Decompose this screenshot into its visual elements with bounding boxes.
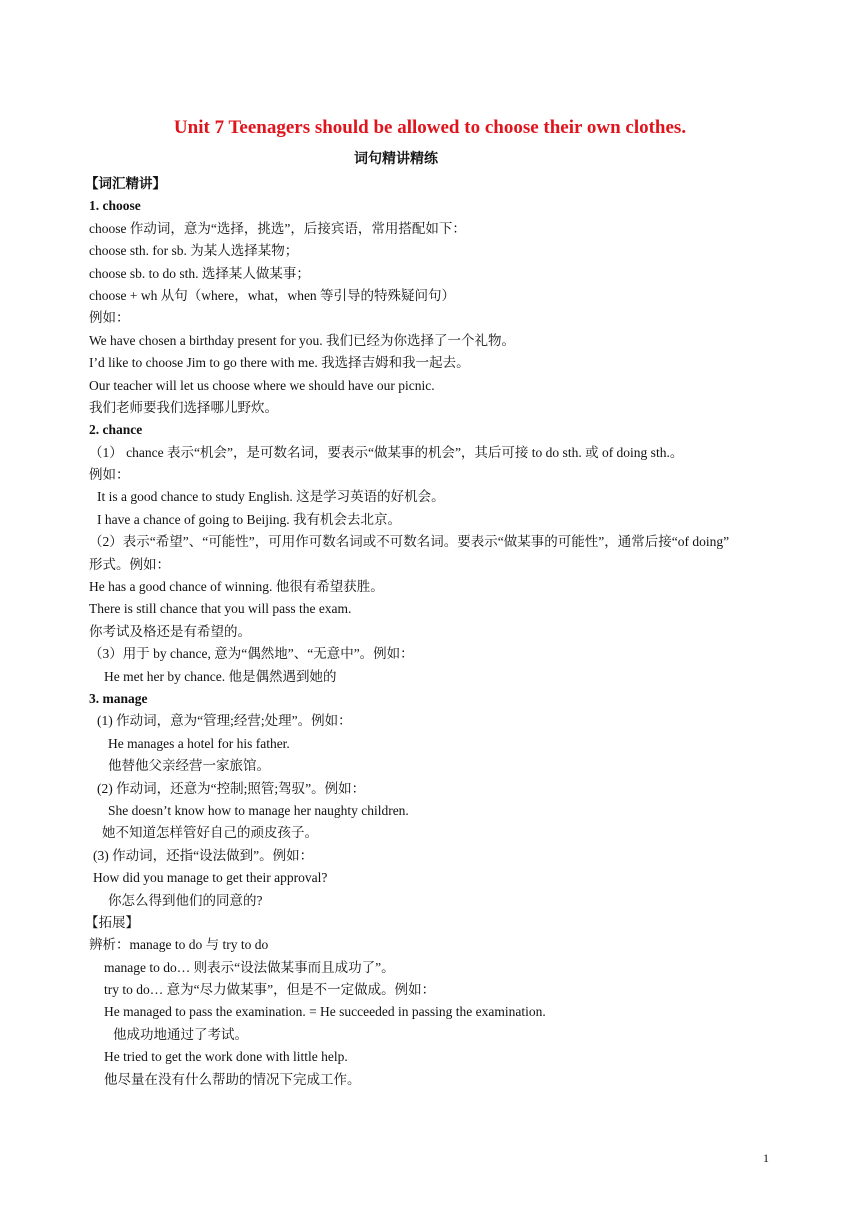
body-line: It is a good chance to study English. 这是学习英语的好机会。	[97, 489, 445, 505]
body-line: (3) 作动词，还指“设法做到”。例如：	[93, 847, 314, 863]
document-title: Unit 7 Teenagers should be allowed to choose their own clothes.	[173, 117, 687, 138]
body-line: 【拓展】	[85, 914, 139, 930]
body-line: She doesn’t know how to manage her naughty children.	[108, 802, 409, 818]
body-line: How did you manage to get their approval?	[93, 870, 328, 886]
subtitle-text: 词句精讲精练	[354, 152, 438, 167]
body-line: 我们老师要我们选择哪儿野炊。	[89, 399, 278, 415]
body-line: We have chosen a birthday present for you. 我们已经为你选择了一个礼物。	[89, 332, 515, 348]
body-line: 例如：	[89, 467, 130, 483]
body-line: try to do… 意为“尽力做某事”，但是不一定做成。例如：	[104, 982, 436, 998]
section-heading: 1. choose	[89, 198, 141, 214]
section-heading: 【词汇精讲】	[85, 176, 166, 191]
body-line: 他尽量在没有什么帮助的情况下完成工作。	[104, 1071, 361, 1087]
section-heading: 2. chance	[89, 422, 143, 438]
section-heading: 3. manage	[89, 690, 148, 706]
body-line: choose 作动词，意为“选择，挑选”，后接宾语，常用搭配如下：	[89, 220, 466, 236]
document-subtitle	[0, 150, 860, 170]
body-line: Our teacher will let us choose where we should have our picnic.	[89, 377, 435, 393]
body-line: He tried to get the work done with little help.	[104, 1049, 348, 1065]
body-line: I have a chance of going to Beijing. 我有机会去北京。	[97, 511, 402, 527]
body-line: He met her by chance. 他是偶然遇到她的	[104, 668, 337, 684]
body-line: (1) 作动词，意为“管理;经营;处理”。例如：	[97, 713, 352, 729]
body-line: He managed to pass the examination. = He succeeded in passing the examination.	[104, 1004, 546, 1020]
body-line: （3）用于 by chance, 意为“偶然地”、“无意中”。例如：	[89, 646, 414, 662]
body-line: I’d like to choose Jim to go there with me. 我选择吉姆和我一起去。	[89, 355, 470, 371]
body-line: 你怎么得到他们的同意的?	[108, 892, 263, 908]
body-line: 他成功地通过了考试。	[113, 1026, 248, 1042]
body-line: (2) 作动词，还意为“控制;照管;驾驭”。例如：	[97, 780, 366, 796]
body-line: manage to do… 则表示“设法做某事而且成功了”。	[104, 959, 395, 975]
body-line: 她不知道怎样管好自己的顽皮孩子。	[102, 825, 318, 841]
body-line: choose + wh 从句（where，what，when 等引导的特殊疑问句）	[89, 287, 456, 303]
body-line: （2）表示“希望”、“可能性”，可用作可数名词或不可数名词。要表示“做某事的可能性”，通常后接“of doing”	[89, 534, 730, 550]
body-line: （1） chance 表示“机会”，是可数名词，要表示“做某事的机会”，其后可接 to do sth. 或 of doing sth.。	[89, 444, 684, 460]
body-line: 他替他父亲经营一家旅馆。	[108, 758, 270, 774]
body-line: choose sb. to do sth. 选择某人做某事；	[89, 265, 310, 281]
document-body	[85, 173, 789, 1091]
body-line: choose sth. for sb. 为某人选择某物；	[89, 243, 299, 259]
body-line: There is still chance that you will pass the exam.	[89, 601, 352, 617]
body-line: He has a good chance of winning. 他很有希望获胜。	[89, 579, 384, 595]
body-line: 形式。例如：	[89, 556, 170, 572]
body-line: 例如：	[89, 310, 130, 326]
body-line: 你考试及格还是有希望的。	[89, 623, 251, 639]
body-line: He manages a hotel for his father.	[108, 735, 290, 751]
page-number: 1	[763, 1151, 769, 1165]
body-line: 辨析：manage to do 与 try to do	[89, 937, 269, 953]
